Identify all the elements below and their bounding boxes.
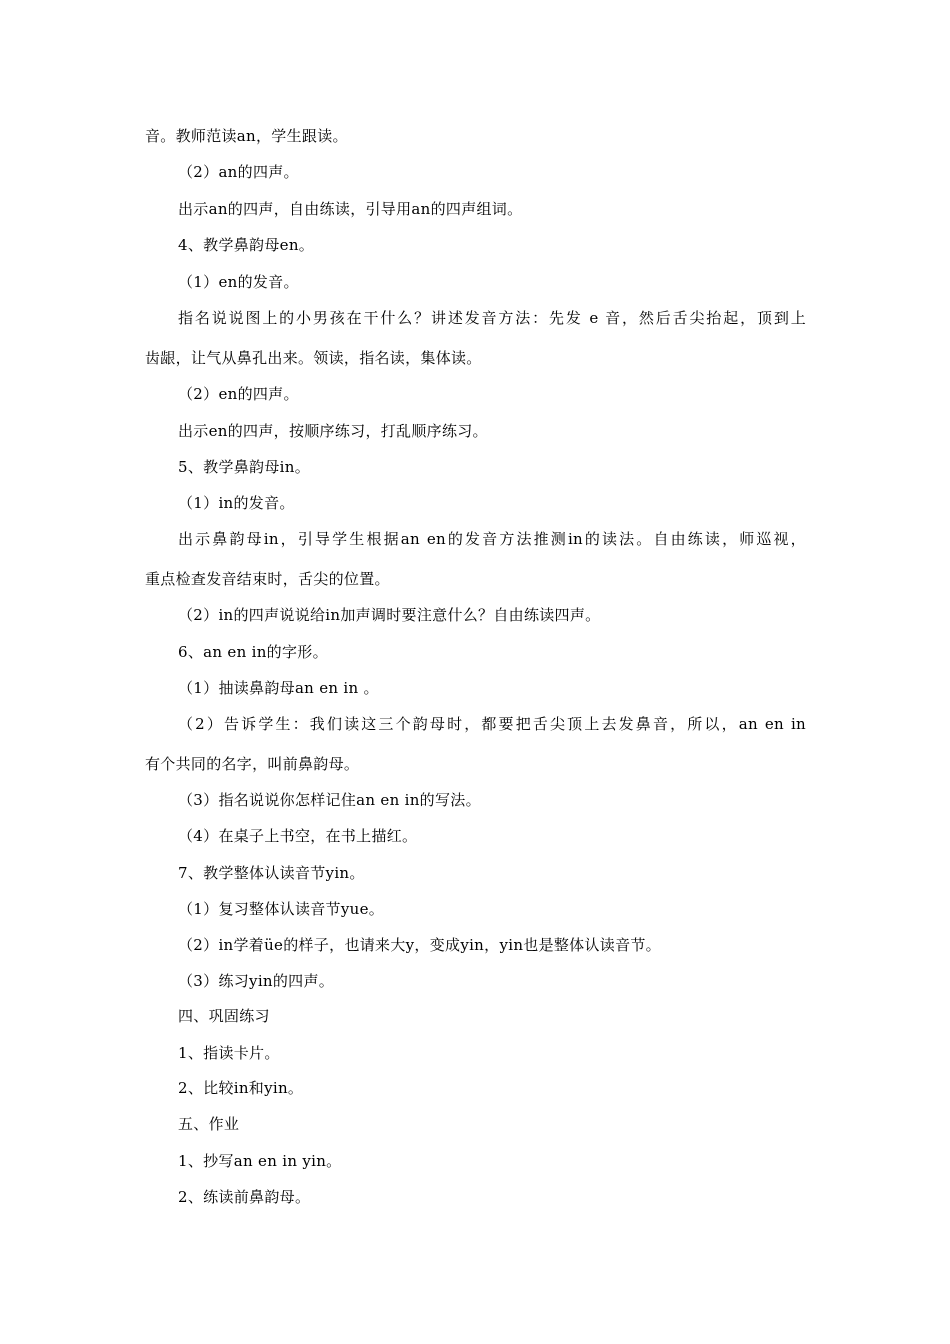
text-line: 指名说说图上的小男孩在干什么？讲述发音方法：先发 e 音，然后舌尖抬起，顶到上 <box>178 309 806 327</box>
text-line: （2）en的四声。 <box>178 385 299 403</box>
text-line: （1）in的发音。 <box>178 494 295 512</box>
text-line: 7、教学整体认读音节yin。 <box>178 864 365 882</box>
section-heading: 五、作业 <box>178 1115 240 1133</box>
text-line: 出示鼻韵母in，引导学生根据an en的发音方法推测in的读法。自由练读，师巡视， <box>178 530 806 548</box>
text-line: （1）抽读鼻韵母an en in 。 <box>178 679 379 697</box>
text-line: （4）在桌子上书空，在书上描红。 <box>178 827 418 845</box>
text-line: 出示en的四声，按顺序练习，打乱顺序练习。 <box>178 422 488 440</box>
text-line: （1）en的发音。 <box>178 273 299 291</box>
section-heading: 四、巩固练习 <box>178 1007 270 1025</box>
text-line: 6、an en in的字形。 <box>178 643 328 661</box>
text-line: 1、抄写an en in yin。 <box>178 1152 342 1170</box>
text-line: 4、教学鼻韵母en。 <box>178 236 315 254</box>
text-line: （3）指名说说你怎样记住an en in的写法。 <box>178 791 481 809</box>
text-line: （1）复习整体认读音节yue。 <box>178 900 385 918</box>
text-line: 5、教学鼻韵母in。 <box>178 458 311 476</box>
text-line: （2）in学着üe的样子，也请来大y，变成yin，yin也是整体认读音节。 <box>178 936 661 954</box>
text-line: （3）练习yin的四声。 <box>178 972 335 990</box>
text-line: 有个共同的名字，叫前鼻韵母。 <box>145 755 360 773</box>
text-line: 齿龈，让气从鼻孔出来。领读，指名读，集体读。 <box>145 349 482 367</box>
text-line: （2）an的四声。 <box>178 163 299 181</box>
text-line: 1、指读卡片。 <box>178 1044 280 1062</box>
text-line: 2、练读前鼻韵母。 <box>178 1188 311 1206</box>
text-line: 出示an的四声，自由练读，引导用an的四声组词。 <box>178 200 523 218</box>
text-line: 2、比较in和yin。 <box>178 1079 304 1097</box>
text-line: （2）in的四声说说给in加声调时要注意什么？自由练读四声。 <box>178 606 601 624</box>
text-line: （2）告诉学生：我们读这三个韵母时，都要把舌尖顶上去发鼻音，所以，an en in <box>178 715 806 733</box>
text-line: 音。教师范读an，学生跟读。 <box>145 127 348 145</box>
text-line: 重点检查发音结束时，舌尖的位置。 <box>145 570 390 588</box>
